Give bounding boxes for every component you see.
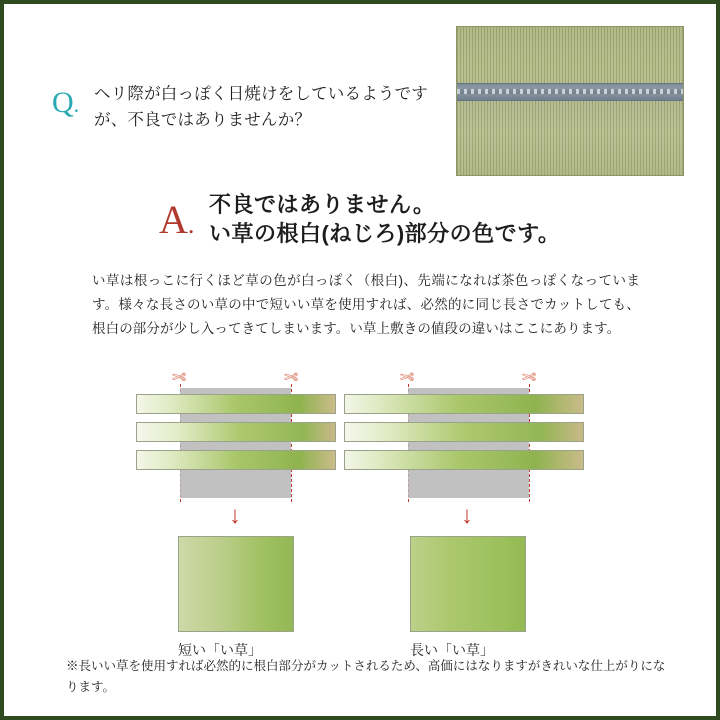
answer-marker-dot: . <box>187 210 195 239</box>
tatami-heri-stitching <box>457 89 683 94</box>
answer-headline-2: い草の根白(ねじろ)部分の色です。 <box>209 221 561 246</box>
body-paragraph: い草は根っこに行くほど草の色が白っぽく（根白)、先端になれば茶色っぽくなっています。様々な長さのい草の中で短いい草を使用すれば、必然的に同じ長さでカットしても、根白の部分が少し入ってきてしまいます。い草上敷きの値段の違いはここにあります。 <box>92 273 640 337</box>
scissors-icon: ✄ <box>284 368 299 387</box>
footnote-text: ※長いい草を使用すれば必然的に根白部分がカットされるため、高価にはなりますがきれいな仕上がりになります。 <box>66 659 666 695</box>
arrow-down-icon: ↓ <box>461 503 473 529</box>
caption-long: 長い「い草」 <box>410 642 494 658</box>
result-swatch-long <box>410 536 526 632</box>
scissors-icon: ✄ <box>400 368 415 387</box>
tatami-weave-texture <box>457 27 683 175</box>
igusa-diagram <box>4 364 720 658</box>
diagram-group-long <box>344 364 604 658</box>
answer-marker-letter: A <box>159 197 188 242</box>
question-marker-dot: . <box>73 92 80 117</box>
tatami-heri-band <box>457 83 683 101</box>
igusa-strip <box>136 394 336 414</box>
caption-short: 短い「い草」 <box>178 642 262 658</box>
scissors-icon: ✄ <box>172 368 187 387</box>
igusa-strip <box>136 450 336 470</box>
question-text: ヘリ際が白っぽく日焼けをしているようですが、不良ではありませんか？ <box>94 85 428 129</box>
result-swatch-short <box>178 536 294 632</box>
igusa-strip <box>344 422 584 442</box>
question-marker-letter: Q <box>52 86 74 119</box>
arrow-down-icon: ↓ <box>229 503 241 529</box>
tatami-photo <box>456 26 684 176</box>
scissors-icon: ✄ <box>522 368 537 387</box>
igusa-strip <box>136 422 336 442</box>
question-marker <box>52 86 79 120</box>
igusa-strip <box>344 394 584 414</box>
page-inner <box>4 4 716 716</box>
answer-marker <box>159 196 194 243</box>
igusa-strip <box>344 450 584 470</box>
answer-headline-1: 不良ではありません。 <box>209 192 436 217</box>
